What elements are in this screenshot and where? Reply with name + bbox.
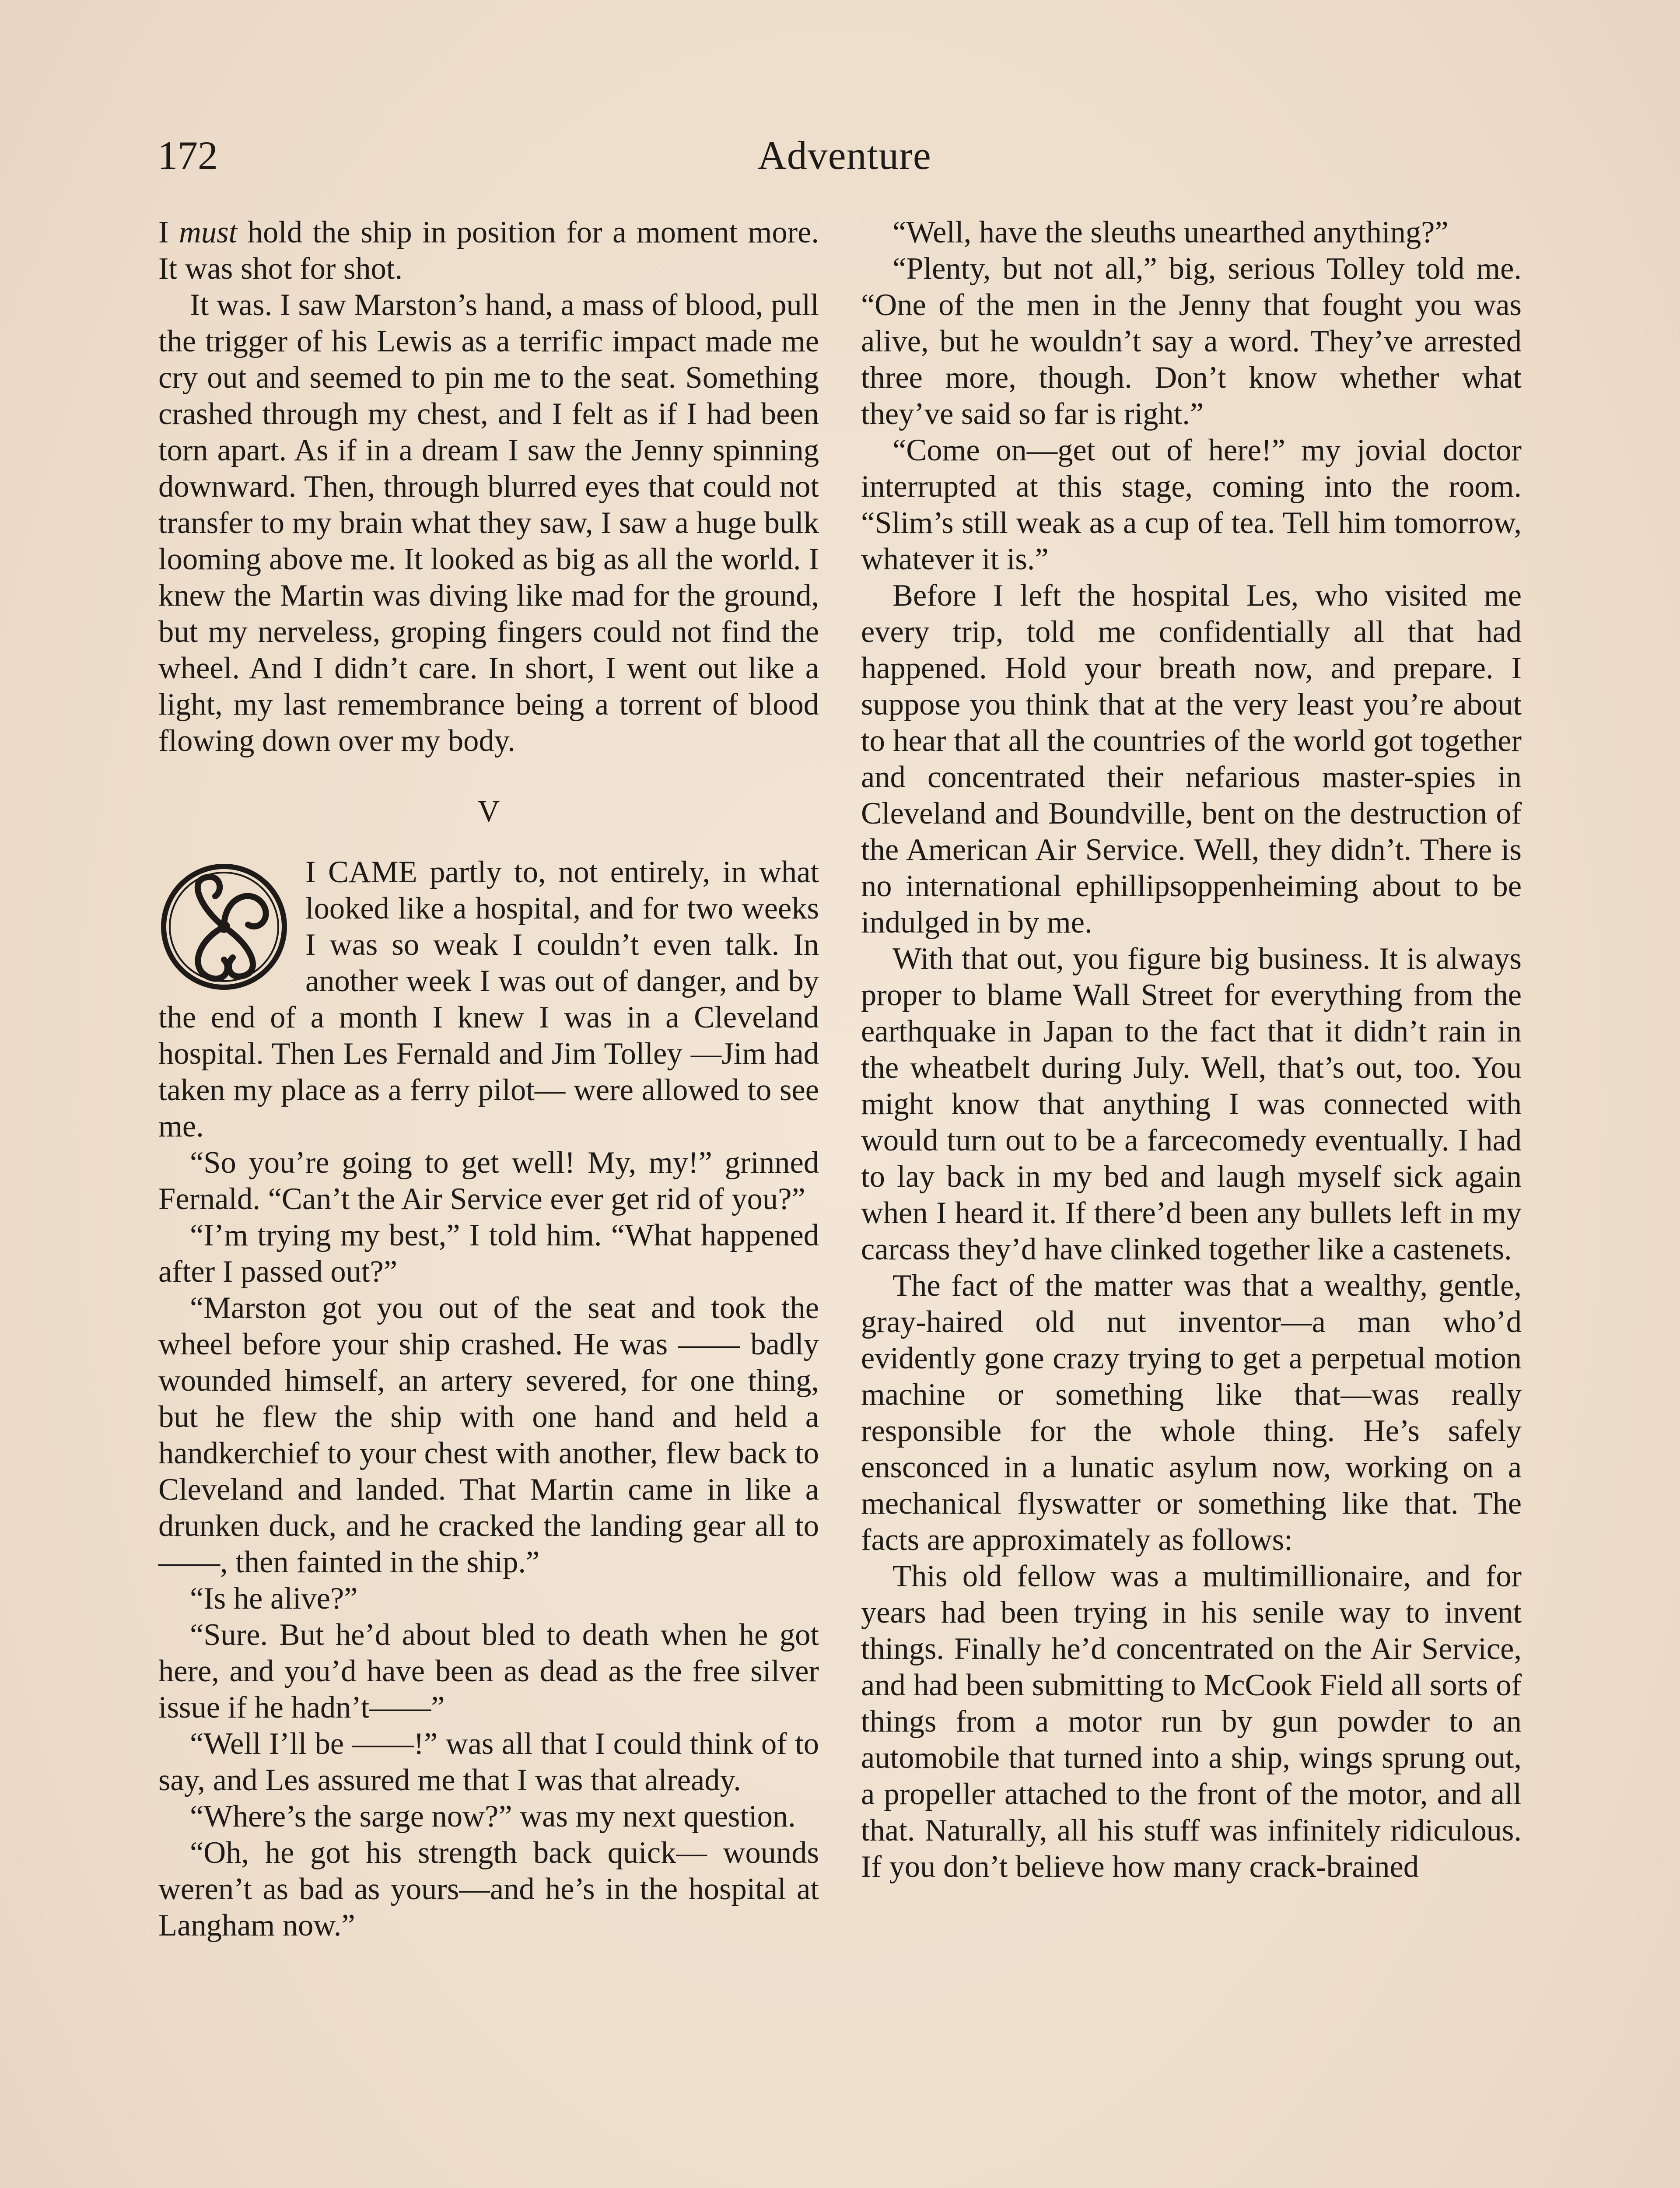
paragraph: Before I left the hospital Les, who visited me every trip, told me confidentially all that had happened. Hold your breath now, and prepare. I suppose you think that at the very least you’re about to hear that all the countries of the world got together and concentrated their nefarious master-spies in Cleveland and Boundville, bent on the destruction of the American Air Service. Well, they didn’t. There is no international ephillipsoppenheiming about to be indulged in by me. xyxy=(861,579,1522,940)
paragraph: “Well I’ll be ——!” was all that I could think of to say, and Les assured me that I was that already. xyxy=(158,1727,819,1797)
paragraph: “Sure. But he’d about bled to death when he got here, and you’d have been as dead as the free silver issue if he hadn’t——” xyxy=(158,1618,819,1725)
left-column xyxy=(158,214,819,1944)
running-head-title: Adventure xyxy=(757,133,931,178)
paragraph: “Where’s the sarge now?” was my next question. xyxy=(190,1799,796,1834)
paragraph: This old fellow was a multimillionaire, and for years had been trying in his senile way to invent things. Finally he’d concentrated on the Air Service, and had been submitting to McCook Field all sorts of things from a motor run by gun powder to an automobile that turned into a ship, wings sprung out, a propeller attached to the front of the motor, and all that. Naturally, all his stuff was infinitely ridiculous. If you don’t believe how many crack-brained xyxy=(861,1559,1522,1884)
ornamental-triskelion-icon xyxy=(158,857,290,997)
paragraph: “Plenty, but not all,” big, serious Tolley told me. “One of the men in the Jenny that fought you was alive, but he wouldn’t say a word. They’ve arrested three more, though. Don’t know whether what they’ve said so far is right.” xyxy=(861,252,1522,431)
paragraph: “Is he alive?” xyxy=(190,1581,358,1616)
chapter-opening-paragraph: I CAME partly to, not entirely, in what looked like a hospital, and for two weeks I was so weak I couldn’t even talk. In another week I was out of danger, and by the end of a month I knew I was in a Cleveland hospital. Then Les Fernald and Jim Tolley —Jim had taken my place as a ferry pilot— were allowed to see me. xyxy=(158,855,819,1143)
paragraph: “Well, have the sleuths unearthed anything?” xyxy=(892,215,1449,249)
paragraph: “Oh, he got his strength back quick— wounds weren’t as bad as yours—and he’s in the hospital at Langham now.” xyxy=(158,1836,819,1943)
paragraph: “So you’re going to get well! My, my!” grinned Fernald. “Can’t the Air Service ever get rid of you?” xyxy=(158,1146,819,1216)
paragraph: The fact of the matter was that a wealthy, gentle, gray-haired old nut inventor—a man who’d evidently gone crazy trying to get a perpetual motion machine or something like that—was really responsible for the whole thing. He’s safely ensconced in a lunatic asylum now, working on a mechanical flyswatter or something like that. The facts are approximately as follows: xyxy=(861,1269,1522,1557)
paragraph: I must hold the ship in position for a moment more. It was shot for shot. xyxy=(158,215,819,286)
page-header xyxy=(158,131,1531,179)
paragraph: “Come on—get out of here!” my jovial doctor interrupted at this stage, coming into the room. “Slim’s still weak as a cup of tea. Tell him tomorrow, whatever it is.” xyxy=(861,433,1522,576)
right-column xyxy=(861,214,1522,1885)
paragraph: “Marston got you out of the seat and took the wheel before your ship crashed. He was —— badly wounded himself, an artery severed, for one thing, but he flew the ship with one hand and held a handkerchief to your chest with another, flew back to Cleveland and landed. That Martin came in like a drunken duck, and he cracked the landing gear all to ——, then fainted in the ship.” xyxy=(158,1291,819,1579)
paragraph: It was. I saw Marston’s hand, a mass of blood, pull the trigger of his Lewis as a terrific impact made me cry out and seemed to pin me to the seat. Something crashed through my chest, and I felt as if I had been torn apart. As if in a dream I saw the Jenny spinning downward. Then, through blurred eyes that could not transfer to my brain what they saw, I saw a huge bulk looming above me. It looked as big as all the world. I knew the Martin was diving like mad for the ground, but my nerveless, groping fingers could not find the wheel. And I didn’t care. In short, I went out like a light, my last remembrance being a torrent of blood flowing down over my body. xyxy=(158,288,819,758)
paragraph: With that out, you figure big business. It is always proper to blame Wall Street for everything from the earthquake in Japan to the fact that it didn’t rain in the wheatbelt during July. Well, that’s out, too. You might know that anything I was connected with would turn out to be a farcecomedy eventually. I had to lay back in my bed and laugh myself sick again when I heard it. If there’d been any bullets left in my carcass they’d have clinked together like a castenets. xyxy=(861,942,1522,1266)
emphasis: must xyxy=(179,215,238,249)
paragraph: “I’m trying my best,” I told him. “What happened after I passed out?” xyxy=(158,1218,819,1289)
section-heading: V xyxy=(477,795,500,828)
page-number: 172 xyxy=(158,133,218,178)
